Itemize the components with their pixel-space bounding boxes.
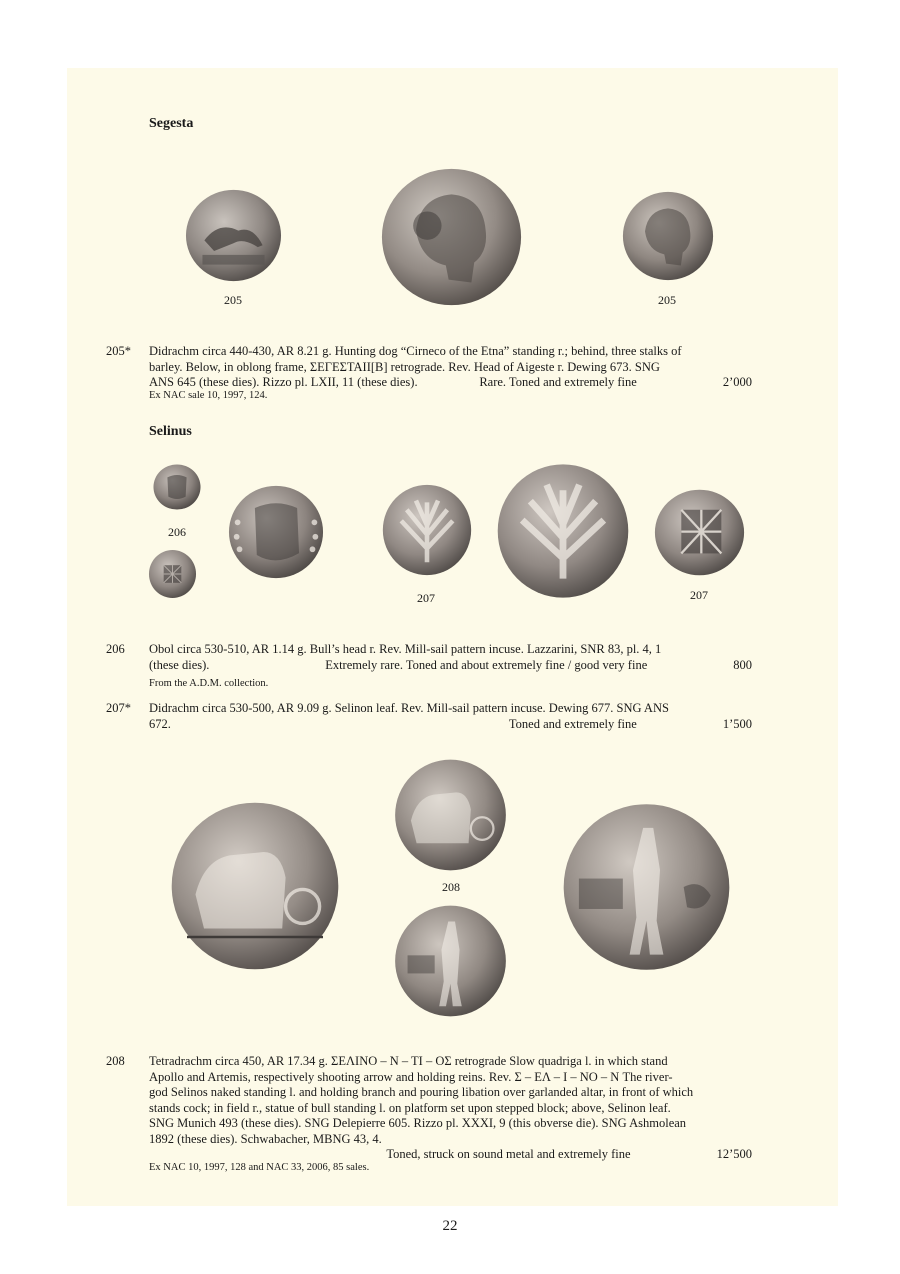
caption-207-right: 207	[690, 588, 708, 602]
coin-207-reverse-image	[650, 487, 749, 578]
lot-208-estimate: 12’500	[716, 1147, 752, 1161]
lot-description-208	[149, 1054, 752, 1163]
lot-208-line: Apollo and Artemis, respectively shooting arrow and holding reins. Rev. Σ – ΕΛ – Ι – ΝΟ – Ν The river-	[149, 1069, 673, 1084]
lot-205-line: Didrachm circa 440-430, AR 8.21 g. Hunting dog “Cirneco of the Etna” standing r.; behind, three stalks of	[149, 344, 682, 358]
caption-208: 208	[442, 880, 460, 894]
lot-number-206: 206	[106, 642, 125, 656]
coin-207-obverse-enlarged-image	[495, 456, 631, 606]
lot-206-estimate: 800	[733, 657, 752, 672]
lot-205-line: barley. Below, in oblong frame, ΣΕΓΕΣΤΑΙΙ[Β] retrograde. Rev. Head of Aigeste r. Dewing 673. SNG	[149, 359, 660, 374]
lot-208-grade: Toned, struck on sound metal and extremely fine	[386, 1147, 631, 1161]
lot-description-206	[149, 642, 752, 673]
caption-207-left: 207	[417, 591, 435, 605]
lot-206-line: Obol circa 530-510, AR 1.14 g. Bull’s head r. Rev. Mill-sail pattern incuse. Lazzarini, SNR 83, pl. 4, 1	[149, 642, 662, 656]
lot-208-line: SNG Munich 493 (these dies). SNG Delepierre 605. Rizzo pl. XXXI, 9 (this obverse die). SNG Ashmolean	[149, 1116, 687, 1130]
lot-206-line: (these dies). Extremely rare. Toned and about extremely fine / good very fine 800	[149, 657, 752, 672]
lot-208-line: Tetradrachm circa 450, AR 17.34 g. ΣΕΛΙΝΟ – Ν – ΤΙ – ΟΣ retrograde Slow quadriga l. in which stand	[149, 1054, 668, 1068]
lot-description-207	[149, 701, 752, 732]
lot-205-grade: Rare. Toned and extremely fine	[479, 375, 637, 389]
lot-207-estimate: 1’500	[722, 716, 752, 731]
coin-208-reverse-image	[394, 902, 507, 1020]
lot-205-estimate: 2’000	[722, 375, 752, 389]
coin-207-obverse-image	[381, 479, 473, 581]
lot-number-208: 208	[106, 1054, 125, 1068]
coin-206-obverse-enlarged-image	[222, 484, 330, 580]
caption-205-right: 205	[658, 293, 676, 307]
lot-number-207: 207*	[106, 701, 131, 715]
lot-208-provenance: Ex NAC 10, 1997, 128 and NAC 33, 2006, 85 sales.	[149, 1162, 370, 1173]
coin-205-obverse-image	[182, 187, 285, 284]
lot-208-line: 1892 (these dies). Schwabacher, MBNG 43, 4.	[149, 1131, 382, 1146]
section-heading-segesta: Segesta	[149, 116, 194, 131]
page-number: 22	[442, 1218, 458, 1234]
lot-207-grade: Toned and extremely fine	[508, 716, 637, 731]
lot-207-line: Didrachm circa 530-500, AR 9.09 g. Selinon leaf. Rev. Mill-sail pattern incuse. Dewing 677. SNG ANS	[149, 701, 669, 715]
caption-205-left: 205	[224, 293, 242, 307]
lot-205-line: ANS 645 (these dies). Rizzo pl. LXII, 11 (these dies). Rare. Toned and extremely fine 2’000	[149, 375, 752, 389]
caption-206: 206	[168, 525, 186, 539]
coin-206-obverse-image	[150, 463, 204, 511]
lot-205-provenance: Ex NAC sale 10, 1997, 124.	[149, 390, 268, 401]
coin-208-reverse-enlarged-image	[562, 797, 731, 977]
lot-207-line: 672. Toned and extremely fine 1’500	[149, 716, 752, 731]
lot-208-line: god Selinos naked standing l. and holding branch and pouring libation over garlanded altar, in front of which	[149, 1085, 694, 1099]
lot-description-205	[149, 344, 752, 391]
coin-208-obverse-enlarged-image	[170, 797, 340, 975]
coin-205-reverse-enlarged-image	[374, 166, 529, 308]
coin-208-obverse-image	[394, 757, 507, 873]
lot-number-205: 205*	[106, 344, 131, 358]
lot-208-line	[149, 1147, 752, 1163]
lot-206-grade: Extremely rare. Toned and about extremely fine / good very fine	[325, 657, 648, 672]
lot-208-line: stands cock; in field r., statue of bull standing l. on platform set upon stepped block; above, Selinon leaf.	[149, 1100, 671, 1115]
lot-206-provenance: From the A.D.M. collection.	[149, 678, 269, 689]
section-heading-selinus: Selinus	[149, 424, 192, 439]
coin-206-reverse-image	[148, 547, 197, 601]
coin-205-reverse-image	[617, 190, 719, 282]
